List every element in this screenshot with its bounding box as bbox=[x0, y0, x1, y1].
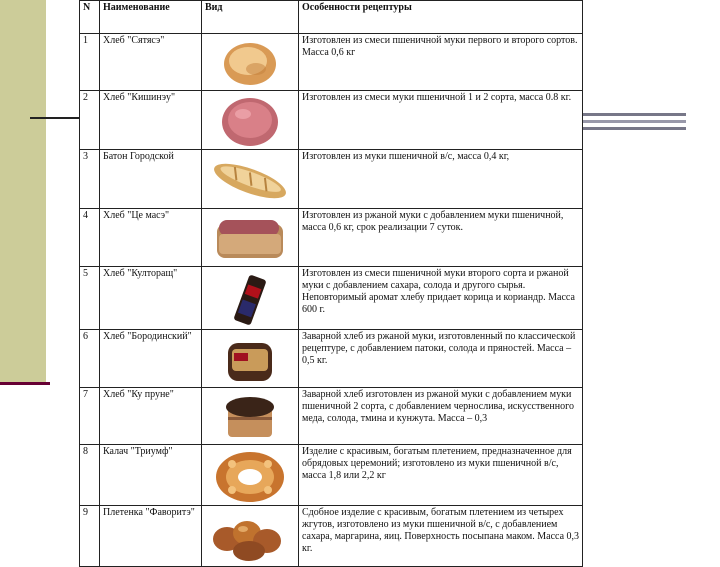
row-num: 8 bbox=[80, 445, 100, 506]
row-num: 9 bbox=[80, 506, 100, 567]
row-image bbox=[202, 330, 299, 388]
row-desc: Изготовлен из смеси пшеничной муки первого и второго сортов. Масса 0,6 кг bbox=[299, 34, 583, 91]
row-image bbox=[202, 34, 299, 91]
row-desc: Заварной хлеб изготовлен из ржаной муки с добавлением муки пшеничной 2 сорта, с добавлением чернослива, искусственного меда, солода, тмина и кунжута. Масса – 0,3 bbox=[299, 388, 583, 445]
borodinsky-icon bbox=[222, 335, 278, 385]
row-name: Хлеб "Бородинский" bbox=[100, 330, 202, 388]
left-accent-bar bbox=[0, 0, 46, 382]
row-name: Плетенка "Фаворитэ" bbox=[100, 506, 202, 567]
ring-kalach-icon bbox=[214, 450, 286, 504]
left-thin-line bbox=[30, 117, 80, 119]
row-desc: Изготовлен из смеси пшеничной муки второго сорта и ржаной муки с добавлением сахара, солода и другого сырья. Неповторимый аромат хлебу придает корица и кориандр. Масса 600 г. bbox=[299, 267, 583, 330]
row-num: 5 bbox=[80, 267, 100, 330]
row-num: 4 bbox=[80, 209, 100, 267]
row-name: Батон Городской bbox=[100, 150, 202, 209]
table-row bbox=[80, 91, 583, 150]
header-name: Наименование bbox=[100, 1, 202, 34]
packaged-bread-icon bbox=[225, 272, 275, 328]
table-row bbox=[80, 209, 583, 267]
braided-bread-icon bbox=[209, 511, 291, 565]
table-header-row bbox=[80, 1, 583, 34]
table-row bbox=[80, 34, 583, 91]
row-desc: Изготовлен из муки пшеничной в/с, масса 0,4 кг, bbox=[299, 150, 583, 209]
table-row bbox=[80, 445, 583, 506]
row-name: Хлеб "Це масэ" bbox=[100, 209, 202, 267]
row-name: Хлеб "Култоращ" bbox=[100, 267, 202, 330]
baguette-icon bbox=[209, 155, 291, 207]
bread-recipe-table bbox=[79, 0, 583, 567]
row-desc: Изделие с красивым, богатым плетением, предназначенное для обрядовых церемоний; изготовлено из муки пшеничной в/с, масса 1,8 или 2,2 кг bbox=[299, 445, 583, 506]
header-recipe: Особенности рецептуры bbox=[299, 1, 583, 34]
row-name: Хлеб "Кишинэу" bbox=[100, 91, 202, 150]
row-desc: Изготовлен из ржаной муки с добавлением муки пшеничной, масса 0,6 кг, срок реализации 7 суток. bbox=[299, 209, 583, 267]
row-num: 2 bbox=[80, 91, 100, 150]
round-bread-icon bbox=[222, 39, 278, 87]
row-num: 3 bbox=[80, 150, 100, 209]
rye-brick-icon bbox=[213, 214, 287, 262]
row-name: Хлеб "Сятясэ" bbox=[100, 34, 202, 91]
row-num: 6 bbox=[80, 330, 100, 388]
header-num: N bbox=[80, 1, 100, 34]
row-image bbox=[202, 91, 299, 150]
row-image bbox=[202, 150, 299, 209]
table-row bbox=[80, 330, 583, 388]
row-image bbox=[202, 209, 299, 267]
row-image bbox=[202, 506, 299, 567]
row-name: Хлеб "Ку пруне" bbox=[100, 388, 202, 445]
row-desc: Сдобное изделие с красивым, богатым плетением из четырех жгутов, изготовлено из муки пшеничной в/с, с добавлением сахара, маргарина, яиц. Поверхность посыпана маком. Масса 0,3 кг. bbox=[299, 506, 583, 567]
row-desc: Изготовлен из смеси муки пшеничной 1 и 2 сорта, масса 0.8 кг. bbox=[299, 91, 583, 150]
row-num: 1 bbox=[80, 34, 100, 91]
row-image bbox=[202, 388, 299, 445]
right-decor-bars bbox=[582, 113, 686, 129]
row-image bbox=[202, 445, 299, 506]
header-view: Вид bbox=[202, 1, 299, 34]
pink-loaf-icon bbox=[219, 96, 281, 148]
dark-loaf-icon bbox=[222, 393, 278, 441]
left-accent-line bbox=[0, 382, 50, 385]
row-desc: Заварной хлеб из ржаной муки, изготовленный по классической рецептуре, с добавлением патоки, солода и пряностей. Масса – 0,5 кг. bbox=[299, 330, 583, 388]
row-num: 7 bbox=[80, 388, 100, 445]
row-name: Калач "Триумф" bbox=[100, 445, 202, 506]
table-row bbox=[80, 388, 583, 445]
table-row bbox=[80, 267, 583, 330]
row-image bbox=[202, 267, 299, 330]
table-row bbox=[80, 506, 583, 567]
table-row bbox=[80, 150, 583, 209]
